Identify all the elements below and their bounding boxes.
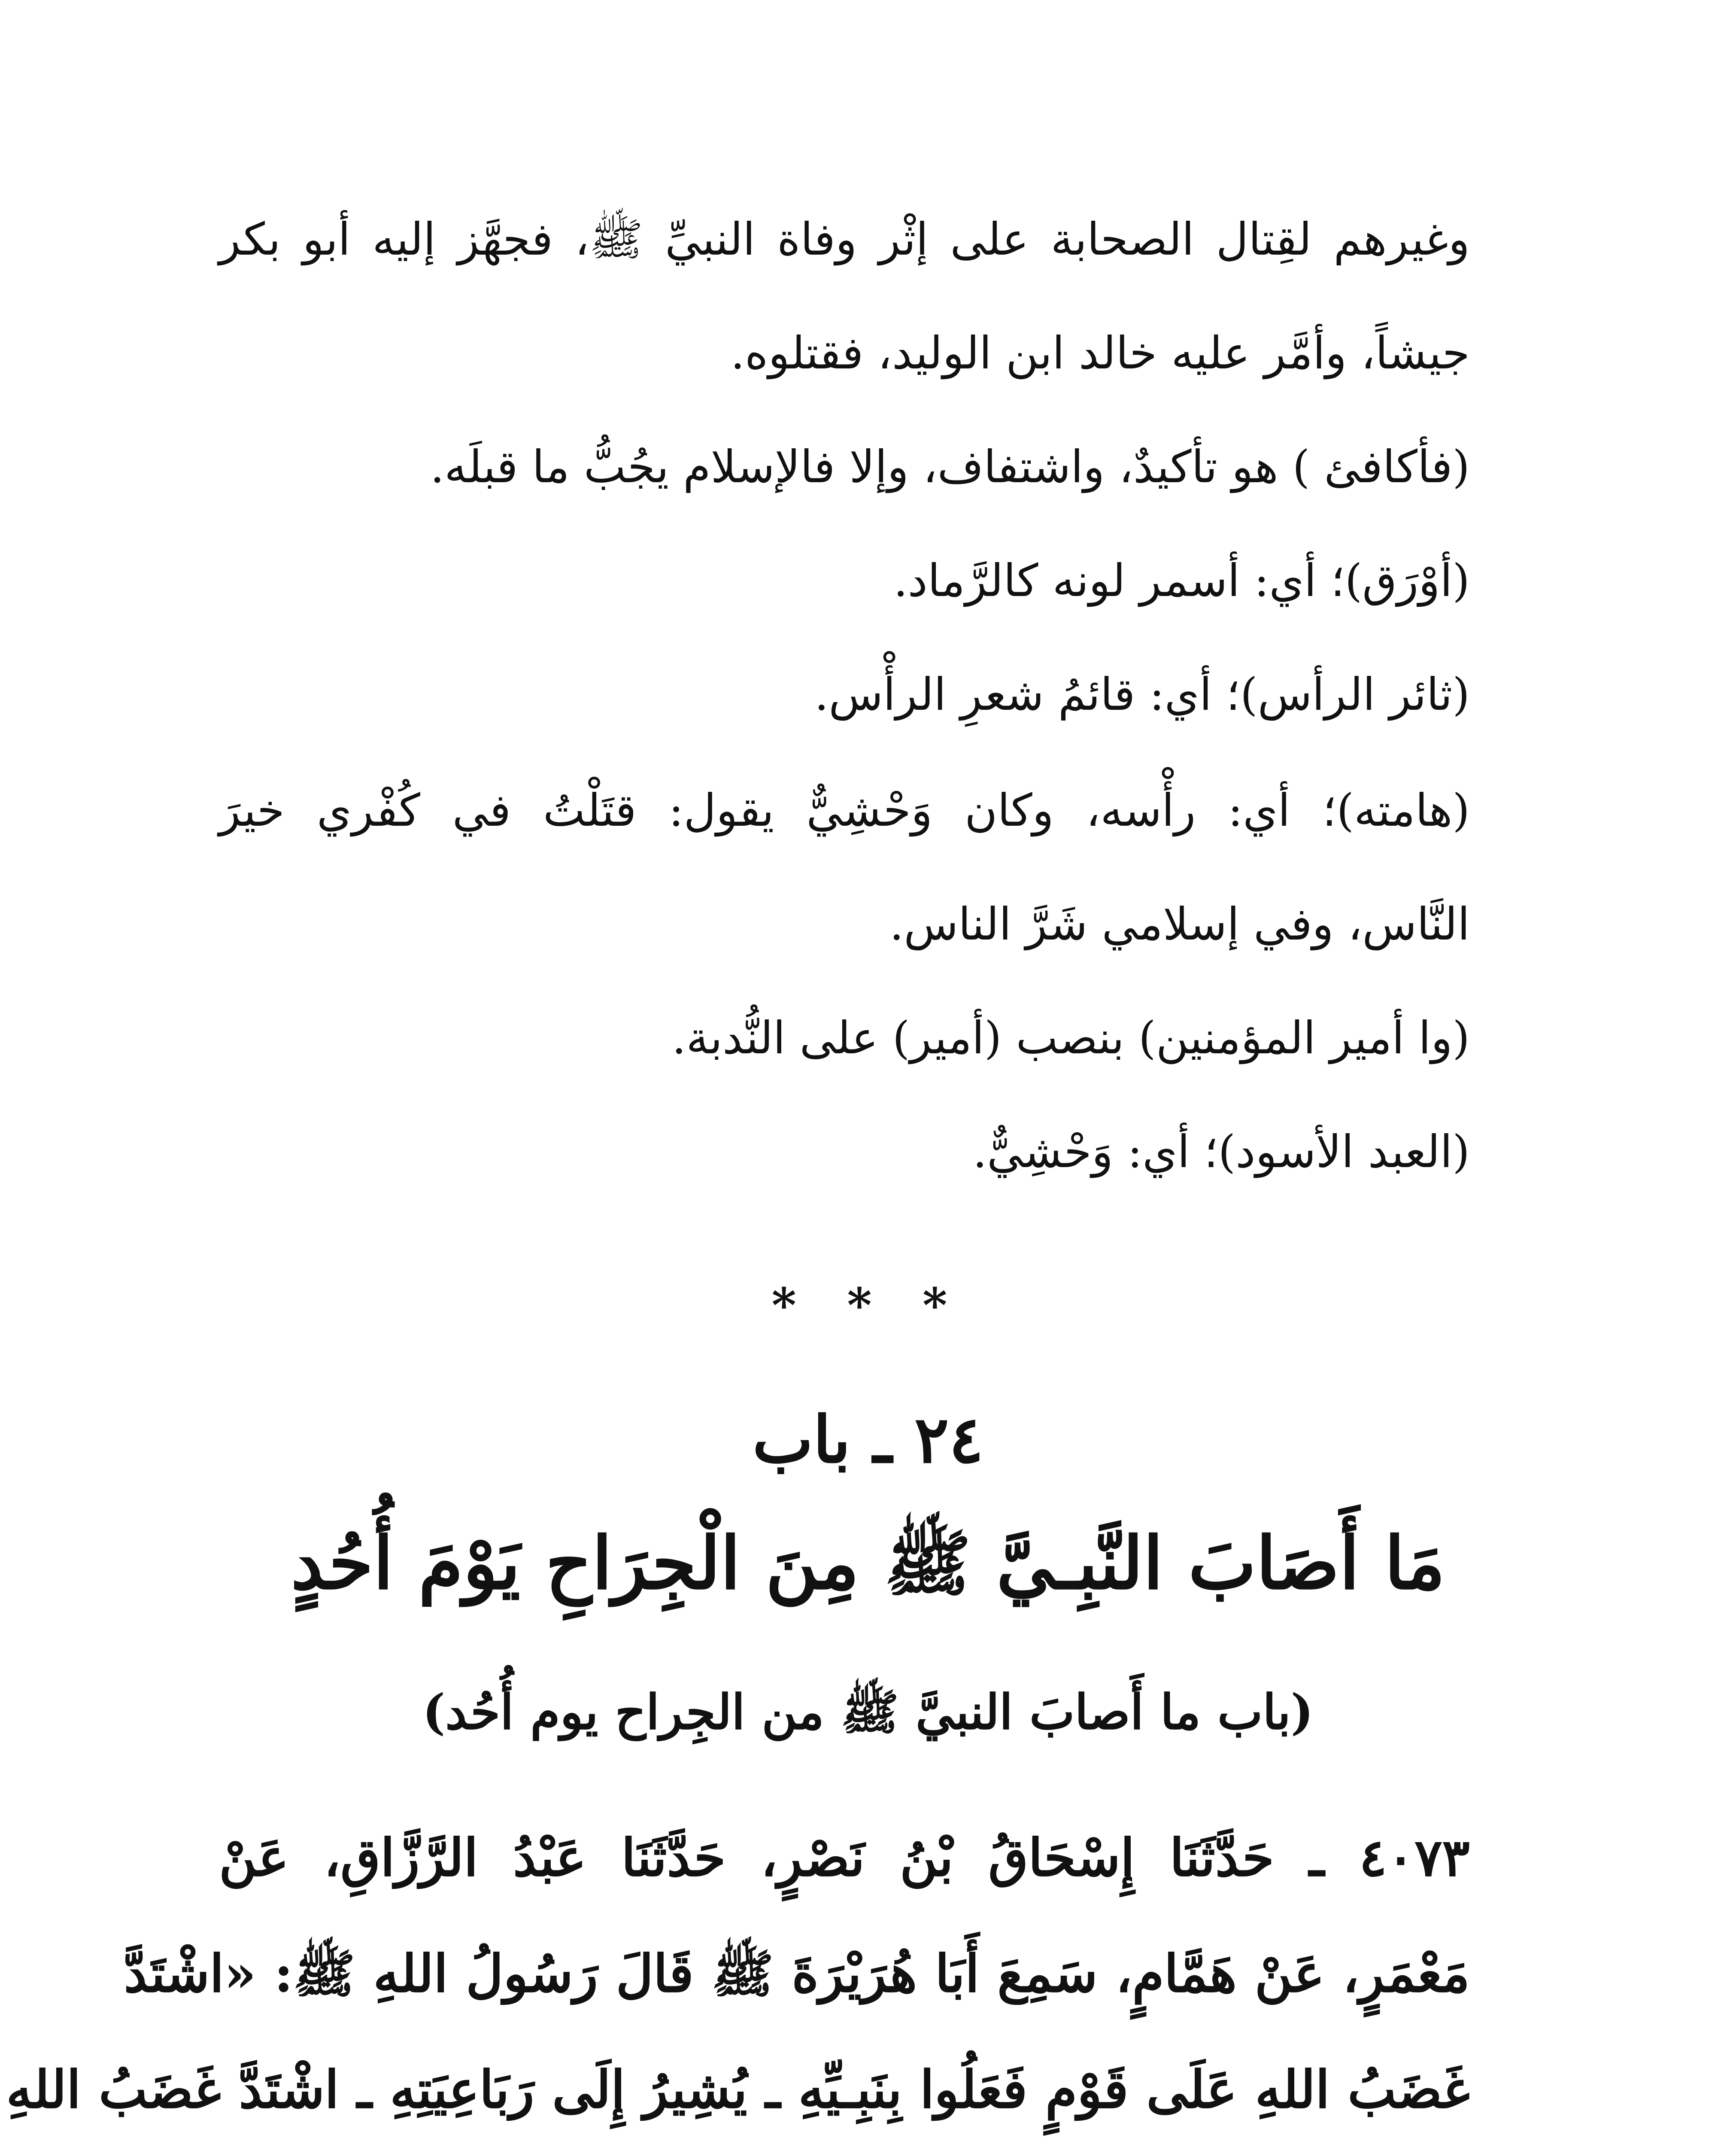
commentary-line-7: النَّاس، وفي إسلامي شَرَّ الناس. <box>889 898 1470 950</box>
chapter-number: ٢٤ ـ باب <box>752 1402 984 1478</box>
commentary-line-6: (هامته)؛ أي: رأْسه، وكان وَحْشِيٌّ يقول: قتَلْتُ في كُفْري خيرَ <box>219 784 1470 836</box>
section-separator: * * * <box>771 1277 965 1333</box>
hadith-line-2: مَعْمَرٍ، عَنْ هَمَّامٍ، سَمِعَ أَبَا هُرَيْرَةَ ﷺ قَالَ رَسُولُ اللهِ ﷺ: «اشْتَدَّ <box>124 1943 1470 2004</box>
hadith-line-3: غَضَبُ اللهِ عَلَى قَوْمٍ فَعَلُوا بِنَبِـيِّهِ ـ يُشِيرُ إِلَى رَبَاعِيَتِهِ ـ اشْتَدَّ غَضَبُ اللهِ <box>6 2059 1470 2120</box>
chapter-title: مَا أَصَابَ النَّبِـيَّ ﷺ مِنَ الْجِرَاحِ يَوْمَ أُحُدٍ <box>291 1521 1445 1606</box>
commentary-line-8: (وا أمير المؤمنين) بنصب (أمير) على النُّدبة. <box>672 1012 1470 1064</box>
commentary-line-4: (أوْرَق)؛ أي: أسمر لونه كالرَّماد. <box>893 554 1470 607</box>
commentary-line-3: (فأكافئ ) هو تأكيدٌ، واشتفاف، وإلا فالإسلام يجُبُّ ما قبلَه. <box>430 441 1470 493</box>
commentary-line-1: وغيرهم لقِتال الصحابة على إثْر وفاة النبيِّ ﷺ، فجهَّز إليه أبو بكر <box>219 213 1470 265</box>
commentary-line-5: (ثائر الرأس)؛ أي: قائمُ شعرِ الرأْس. <box>814 668 1470 721</box>
hadith-line-1: ٤٠٧٣ ـ حَدَّثَنَا إِسْحَاقُ بْنُ نَصْرٍ، حَدَّثَنَا عَبْدُ الرَّزَّاقِ، عَنْ <box>219 1828 1470 1888</box>
commentary-line-9: (العبد الأسود)؛ أي: وَحْشِيٌّ. <box>973 1125 1470 1178</box>
commentary-line-2: جيشاً، وأمَّر عليه خالد ابن الوليد، فقتلوه. <box>730 327 1470 379</box>
chapter-subtitle: (باب ما أَصابَ النبيَّ ﷺ من الجِراح يوم أُحُد) <box>422 1684 1314 1740</box>
